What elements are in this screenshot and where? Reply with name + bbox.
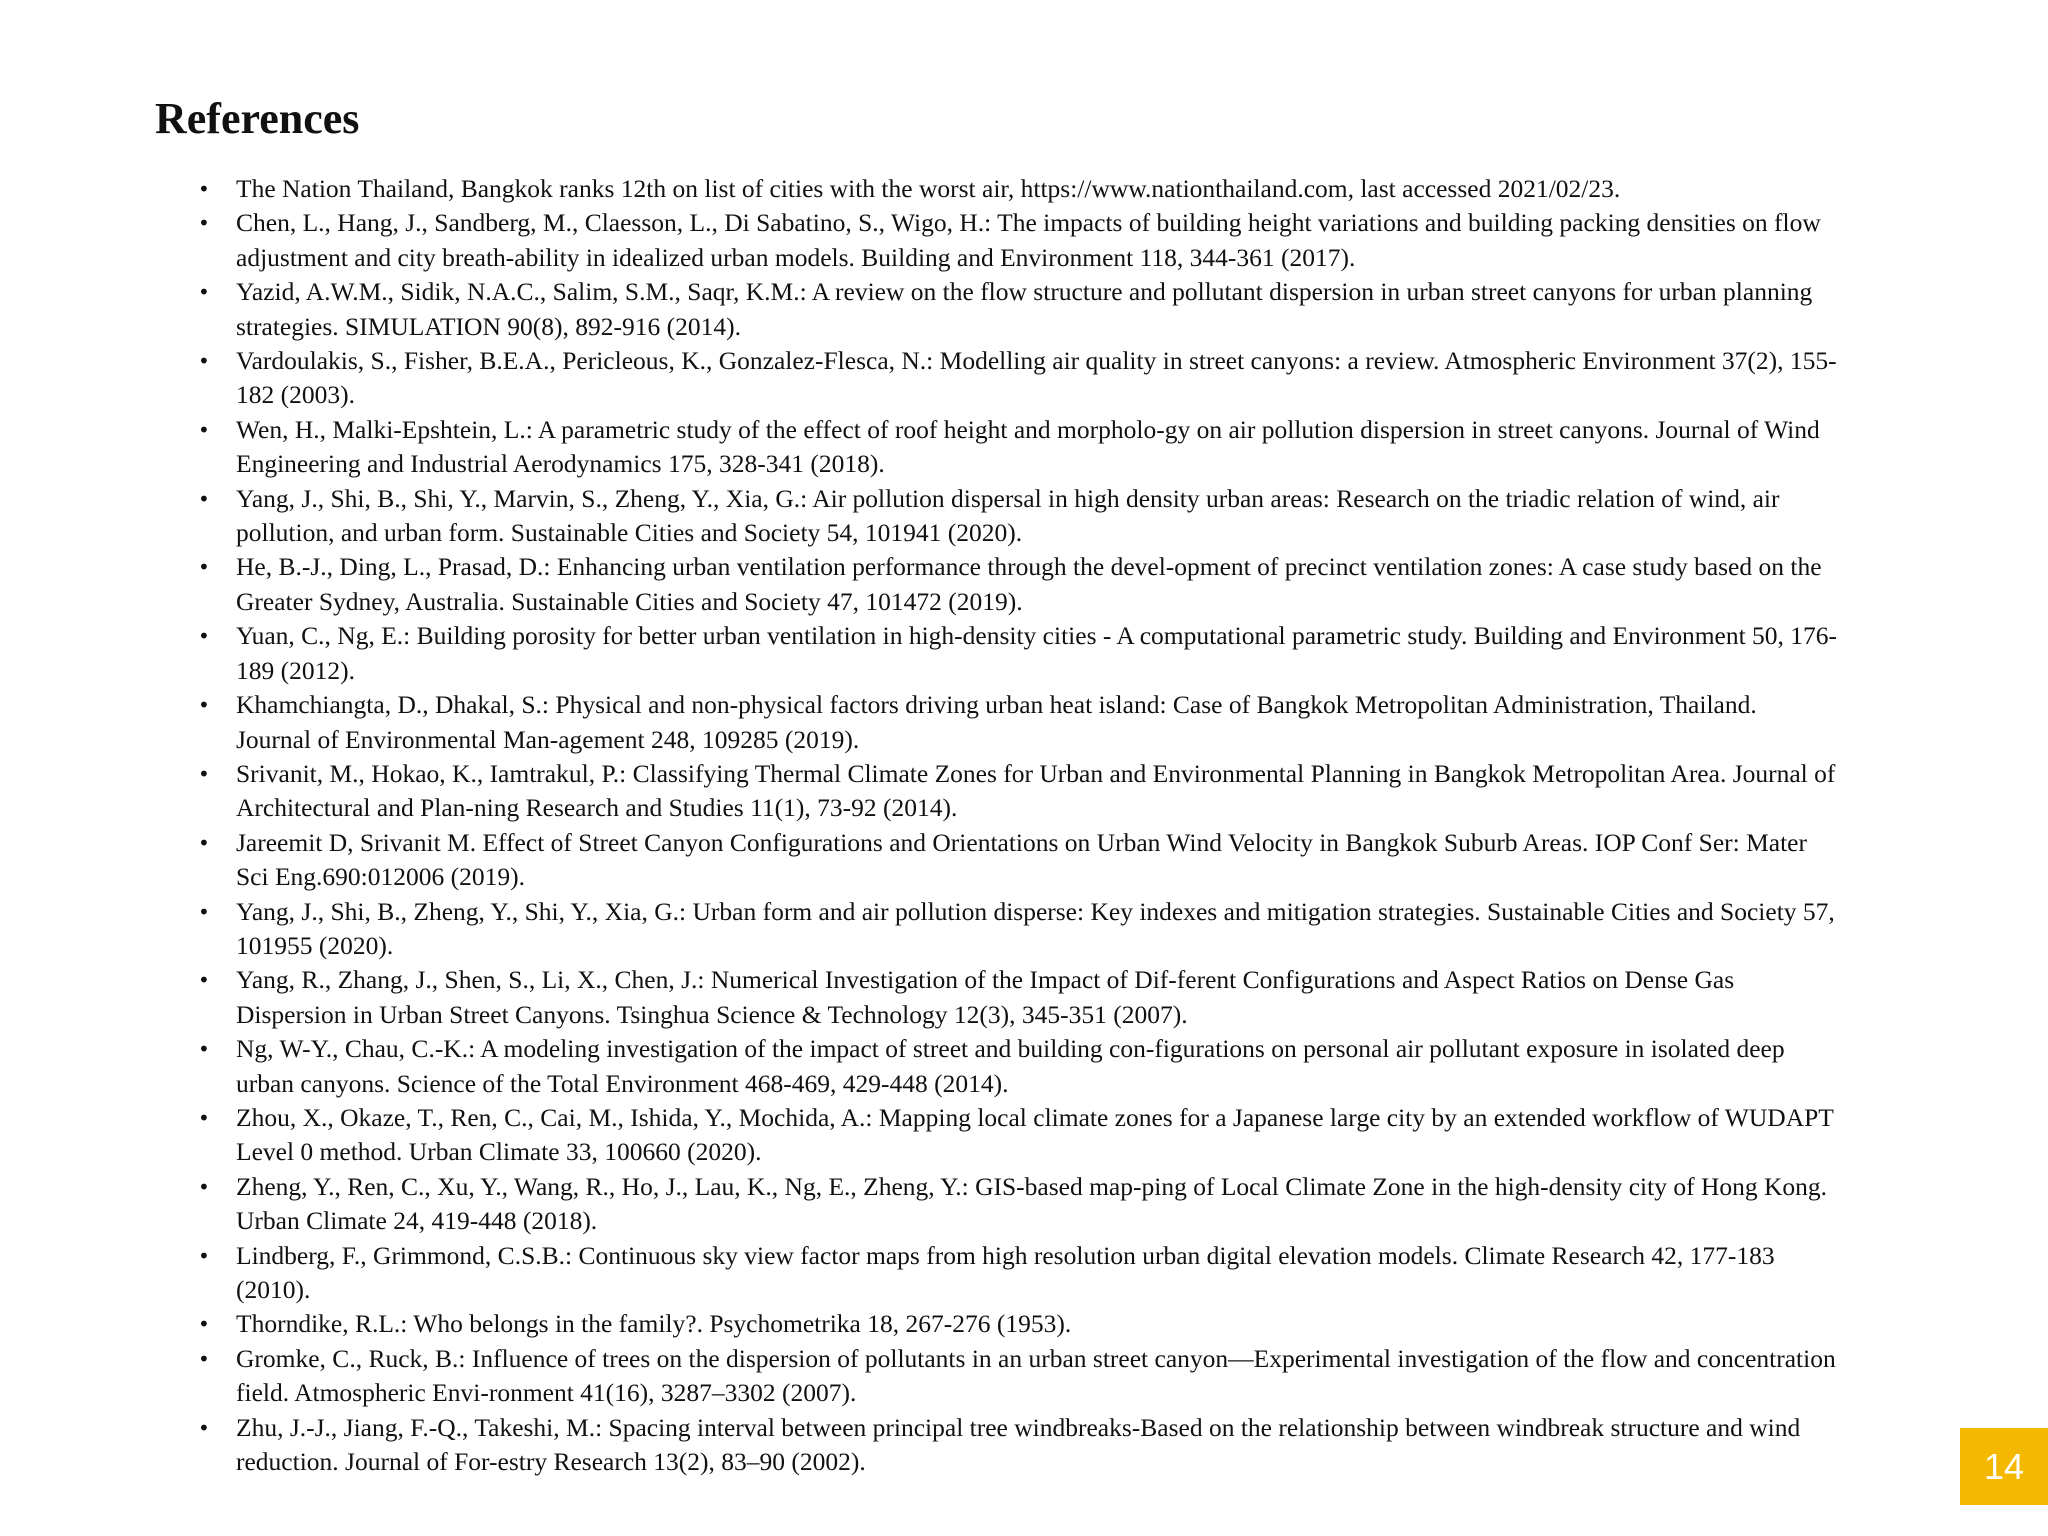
bullet-icon: • xyxy=(198,1174,210,1199)
bullet-icon: • xyxy=(198,830,210,855)
bullet-icon: • xyxy=(198,1415,210,1440)
reference-item xyxy=(198,1307,1838,1341)
reference-item xyxy=(198,1239,1838,1308)
bullet-icon: • xyxy=(198,486,210,511)
bullet-icon: • xyxy=(198,761,210,786)
bullet-icon: • xyxy=(198,968,210,993)
reference-item xyxy=(198,1342,1838,1411)
reference-list xyxy=(198,172,1838,1479)
reference-text: Ng, W-Y., Chau, C.-K.: A modeling investigation of the impact of street and building con-figurations on personal air pollutant exposure in isolated deep urban canyons. Science of the Total Environment 468-469, 429-448 (2014). xyxy=(236,1034,1785,1098)
reference-text: Srivanit, M., Hokao, K., Iamtrakul, P.: Classifying Thermal Climate Zones for Urban and Environmental Planning in Bangkok Metropolitan Area. Journal of Architectural and Plan-ning Research and Studies 11(1), 73-92 (2014). xyxy=(236,758,1836,823)
bullet-icon: • xyxy=(198,1346,210,1371)
bullet-icon: • xyxy=(198,349,210,374)
reference-text: The Nation Thailand, Bangkok ranks 12th on list of cities with the worst air, https://www.nationthailand.com, last accessed 2021/02/23. xyxy=(236,174,1621,203)
bullet-icon: • xyxy=(198,899,210,924)
reference-item xyxy=(198,757,1838,826)
reference-item xyxy=(198,1411,1838,1480)
bullet-icon: • xyxy=(198,211,210,236)
reference-item xyxy=(198,172,1838,206)
bullet-icon: • xyxy=(198,280,210,305)
reference-text: Yazid, A.W.M., Sidik, N.A.C., Salim, S.M., Saqr, K.M.: A review on the flow structure and pollutant dispersion in urban street canyons for urban planning strategies. SIMULATION 90(8), 892-916 (2014). xyxy=(236,277,1813,341)
reference-text: Khamchiangta, D., Dhakal, S.: Physical and non-physical factors driving urban heat island: Case of Bangkok Metropolitan Administration, Thailand. Journal of Environmental Man-agement 248, 109285 (2019). xyxy=(236,690,1757,754)
reference-text: Thorndike, R.L.: Who belongs in the family?. Psychometrika 18, 267-276 (1953). xyxy=(236,1309,1072,1339)
reference-text: Zheng, Y., Ren, C., Xu, Y., Wang, R., Ho, J., Lau, K., Ng, E., Zheng, Y.: GIS-based map-ping of Local Climate Zone in the high-density city of Hong Kong. Urban Climate 24, 419-448 (2018). xyxy=(236,1171,1828,1236)
bullet-icon: • xyxy=(198,1037,210,1062)
bullet-icon: • xyxy=(198,1243,210,1268)
bullet-icon: • xyxy=(198,1105,210,1130)
reference-text: Lindberg, F., Grimmond, C.S.B.: Continuous sky view factor maps from high resolution urban digital elevation models. Climate Research 42, 177-183 (2010). xyxy=(236,1240,1775,1304)
page-number-badge: 14 xyxy=(1960,1428,2048,1505)
reference-text: Jareemit D, Srivanit M. Effect of Street Canyon Configurations and Orientations on Urban Wind Velocity in Bangkok Suburb Areas. IOP Conf Ser: Mater Sci Eng.690:012006 (2019). xyxy=(236,827,1807,892)
reference-text: Yang, R., Zhang, J., Shen, S., Li, X., Chen, J.: Numerical Investigation of the Impact of Dif-ferent Configurations and Aspect Ratios on Dense Gas Dispersion in Urban Street Canyons. Tsinghua Science & Technology 12(3), 345-351 (2007). xyxy=(236,965,1735,1029)
reference-text: Chen, L., Hang, J., Sandberg, M., Claesson, L., Di Sabatino, S., Wigo, H.: The impacts of building height variations and building packing densities on flow adjustment and city breath-ability in idealized urban models. Building and Environment 118, 344-361 (2017). xyxy=(236,208,1821,272)
reference-item xyxy=(198,1170,1838,1239)
reference-item xyxy=(198,344,1838,413)
reference-item xyxy=(198,826,1838,895)
reference-item xyxy=(198,619,1838,688)
bullet-icon: • xyxy=(198,624,210,649)
reference-text: Vardoulakis, S., Fisher, B.E.A., Pericleous, K., Gonzalez-Flesca, N.: Modelling air quality in street canyons: a review. Atmospheric Environment 37(2), 155-182 (2003). xyxy=(236,346,1837,410)
reference-text: Gromke, C., Ruck, B.: Influence of trees on the dispersion of pollutants in an urban street canyon—Experimental investigation of the flow and concentration field. Atmospheric Envi-ronment 41(16), 3287–3302 (2007). xyxy=(236,1343,1836,1408)
reference-item xyxy=(198,206,1838,275)
reference-text: Yang, J., Shi, B., Zheng, Y., Shi, Y., Xia, G.: Urban form and air pollution disperse: Key indexes and mitigation strategies. Sustainable Cities and Society 57, 101955 (2020). xyxy=(236,896,1835,960)
bullet-icon: • xyxy=(198,693,210,718)
reference-item xyxy=(198,895,1838,964)
reference-item xyxy=(198,688,1838,757)
reference-text: Zhu, J.-J., Jiang, F.-Q., Takeshi, M.: Spacing interval between principal tree windbreaks-Based on the relationship between windbreak structure and wind reduction. Journal of For-estry Research 13(2), 83–90 (2002). xyxy=(236,1412,1801,1477)
reference-item xyxy=(198,1032,1838,1101)
reference-text: Yang, J., Shi, B., Shi, Y., Marvin, S., Zheng, Y., Xia, G.: Air pollution dispersal in high density urban areas: Research on the triadic relation of wind, air pollution, and urban form. Sustainable Cities and Society 54, 101941 (2020). xyxy=(236,483,1780,548)
bullet-icon: • xyxy=(198,555,210,580)
bullet-icon: • xyxy=(198,1312,210,1337)
reference-text: Zhou, X., Okaze, T., Ren, C., Cai, M., Ishida, Y., Mochida, A.: Mapping local climate zones for a Japanese large city by an extended workflow of WUDAPT Level 0 method. Urban Climate 33, 100660 (2020). xyxy=(236,1102,1834,1167)
reference-item xyxy=(198,550,1838,619)
bullet-icon: • xyxy=(198,177,210,201)
reference-item xyxy=(198,963,1838,1032)
reference-item xyxy=(198,413,1838,482)
page-title: References xyxy=(155,94,360,143)
reference-text: Wen, H., Malki-Epshtein, L.: A parametric study of the effect of roof height and morpholo-gy on air pollution dispersion in street canyons. Journal of Wind Engineering and Industrial Aerodynamics 175, 328-341 (2018). xyxy=(236,414,1820,479)
reference-text: He, B.-J., Ding, L., Prasad, D.: Enhancing urban ventilation performance through the devel-opment of precinct ventilation zones: A case study based on the Greater Sydney, Australia. Sustainable Cities and Society 47, 101472 (2019). xyxy=(236,552,1822,616)
reference-text: Yuan, C., Ng, E.: Building porosity for better urban ventilation in high-density cities - A computational parametric study. Building and Environment 50, 176-189 (2012). xyxy=(236,621,1838,685)
bullet-icon: • xyxy=(198,417,210,442)
reference-item xyxy=(198,482,1838,551)
reference-item xyxy=(198,275,1838,344)
reference-item xyxy=(198,1101,1838,1170)
